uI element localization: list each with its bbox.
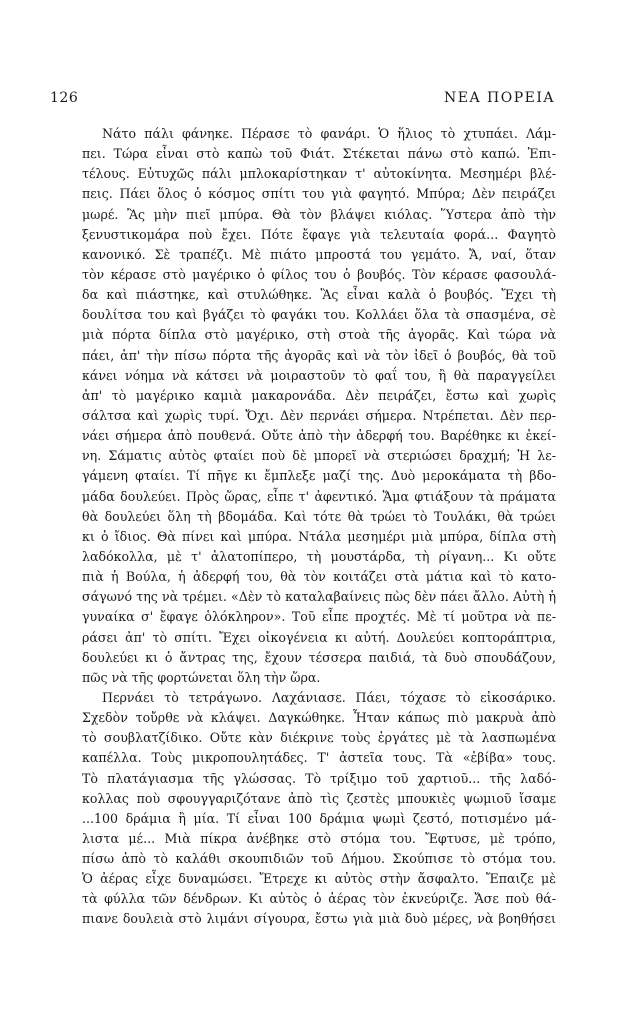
text-line: τὸν κέρασε στὸ μαγέρικο ὁ φίλος του ὁ βουβός. Τὸν κέρασε φασουλά- [82, 266, 556, 282]
text-line: μωρέ. Ἂς μὴν πιεῖ μπύρα. Θὰ τὸν βλάψει κιόλας. Ὕστερα ἀπὸ τὴν [82, 206, 556, 222]
text-line: γάμενη φταίει. Τί πῆγε κι ἔμπλεξε μαζί της. Δυὸ μεροκάματα τὴ βδο- [82, 468, 556, 484]
text-line: κολλας ποὺ σφουγγαριζότανε ἀπὸ τὶς ζεστὲς μπουκιὲς ψωμιοῦ ἴσαμε [82, 790, 556, 806]
text-line: πει. Τώρα εἶναι στὸ καπὼ τοῦ Φιάτ. Στέκεται πάνω στὸ καπώ. Ἐπι- [82, 146, 556, 162]
text-line: σάλτσα καὶ χωρὶς τυρί. Ὄχι. Δὲν περνάει σήμερα. Ντρέπεται. Δὲν περ- [82, 407, 556, 423]
text-line: ἀπ' τὸ μαγέρικο καμιὰ μακαρονάδα. Δὲν πειράζει, ἔστω καὶ χωρὶς [82, 387, 556, 403]
text-line: πεις. Πάει ὅλος ὁ κόσμος σπίτι του γιὰ φαγητό. Μπύρα; Δὲν πειράζει [82, 186, 556, 202]
text-line: Σχεδὸν τοὔρθε νὰ κλάψει. Δαγκώθηκε. Ἦταν κάπως πιὸ μακρυὰ ἀπὸ [82, 710, 556, 726]
text-line: μιὰ πόρτα δίπλα στὸ μαγέρικο, στὴ στοὰ τῆς ἀγορᾶς. Καὶ τώρα νὰ [82, 327, 556, 343]
body-text [82, 124, 556, 930]
text-line: δουλεύει κι ὁ ἄντρας της, ἔχουν τέσσερα παιδιά, τὰ δυὸ σπουδάζουν, [82, 649, 556, 665]
text-line: κανονικό. Σὲ τραπέζι. Μὲ πιάτο μπροστά του γεμάτο. Ἄ, ναί, ὅταν [82, 246, 556, 262]
text-line: δουλίτσα του καὶ βγάζει τὸ φαγάκι του. Κολλάει ὅλα τὰ σπασμένα, σὲ [82, 307, 556, 323]
text-line: ξενυστικομάρα ποὺ ἔχει. Πότε ἔφαγε γιὰ τελευταία φορά... Φαγητὸ [82, 226, 556, 242]
running-head: ΝΕΑ ΠΟΡΕΙΑ [444, 90, 555, 106]
text-line: ...100 δράμια ἢ μία. Τί εἶναι 100 δράμια ψωμὶ ζεστό, ποτισμένο μά- [82, 810, 556, 826]
text-line: πιανε δουλειὰ στὸ λιμάνι σίγουρα, ἔστω γιὰ μιὰ δυὸ μέρες, νὰ βοηθήσει [82, 911, 556, 927]
page-header [50, 90, 555, 110]
text-line: πιὰ ἡ Βούλα, ἡ ἀδερφή του, θὰ τὸν κοιτάζει στὰ μάτια καὶ τὸ κατο- [82, 569, 556, 585]
text-line: λαδόκολλα, μὲ τ' ἁλατοπίπερο, τὴ μουστάρδα, τὴ ρίγανη... Κι οὔτε [82, 548, 556, 564]
text-line: νάει σήμερα ἀπὸ πουθενά. Οὔτε ἀπὸ τὴν ἀδερφή του. Βαρέθηκε κι ἐκεί- [82, 428, 556, 444]
text-line: μάδα δουλεύει. Πρὸς ὥρας, εἶπε τ' ἀφεντικό. Ἅμα φτιάξουν τὰ πράματα [82, 488, 556, 504]
text-line: σάγωνό της νὰ τρέμει. «Δὲν τὸ καταλαβαίνεις πὼς δὲν πάει ἄλλο. Αὐτὴ ἡ [82, 589, 556, 605]
page-number: 126 [50, 90, 79, 106]
text-line: θὰ δουλεύει ὅλη τὴ βδομάδα. Καὶ τότε θὰ τρώει τὸ Τουλάκι, θὰ τρώει [82, 508, 556, 524]
text-line: ράσει ἀπ' τὸ σπίτι. Ἔχει οἰκογένεια κι αὐτή. Δουλεύει κοπτοράπτρια, [82, 629, 556, 645]
text-line: νη. Σάματις αὐτὸς φταίει ποὺ δὲ μπορεῖ νὰ στεριώσει δραχμή; Ἡ λε- [82, 448, 556, 464]
text-line: λιστα μέ... Μιὰ πίκρα ἀνέβηκε στὸ στόμα του. Ἔφτυσε, μὲ τρόπο, [82, 830, 556, 846]
text-line: κι ὁ ἴδιος. Θὰ πίνει καὶ μπύρα. Ντάλα μεσημέρι μιὰ μπύρα, δίπλα στὴ [82, 528, 556, 544]
text-line: Περνάει τὸ τετράγωνο. Λαχάνιασε. Πάει, τόχασε τὸ εἰκοσάρικο. [102, 689, 556, 705]
text-line: πῶς νὰ τῆς φορτώνεται ὅλη τὴν ὥρα. [82, 669, 321, 685]
text-line: Τὸ πλατάγιασμα τῆς γλώσσας. Τὸ τρίξιμο τοῦ χαρτιοῦ... τῆς λαδό- [82, 770, 556, 786]
text-line: κάνει νόημα νὰ κάτσει νὰ μοιραστοῦν τὸ φαΐ του, ἢ θὰ παραγγείλει [82, 367, 556, 383]
text-line: τὰ φύλλα τῶν δένδρων. Κι αὐτὸς ὁ ἀέρας τὸν ἐκνεύριζε. Ἄσε ποὺ θά- [82, 891, 556, 907]
text-line: δα καὶ πιάστηκε, καὶ στυλώθηκε. Ἂς εἶναι καλὰ ὁ βουβός. Ἔχει τὴ [82, 287, 556, 303]
text-line: καπέλλα. Τοὺς μικροπουλητάδες. Τ' ἀστεῖα τους. Τὰ «ἐβίβα» τους. [82, 750, 556, 766]
text-line: πίσω ἀπὸ τὸ καλάθι σκουπιδιῶν τοῦ Δήμου. Σκούπισε τὸ στόμα του. [82, 851, 556, 867]
text-line: τὸ σουβλατζίδικο. Οὔτε κὰν διέκρινε τοὺς ἐργάτες μὲ τὰ λασπωμένα [82, 730, 556, 746]
text-line: τέλους. Εὐτυχῶς πάλι μπλοκαρίστηκαν τ' αὐτοκίνητα. Μεσημέρι βλέ- [82, 166, 556, 182]
text-line: Ὁ ἀέρας εἶχε δυναμώσει. Ἔτρεχε κι αὐτὸς στὴν ἄσφαλτο. Ἔπαιζε μὲ [82, 871, 556, 887]
text-line: πάει, ἀπ' τὴν πίσω πόρτα τῆς ἀγορᾶς καὶ νὰ τὸν ἰδεῖ ὁ βουβός, θὰ τοῦ [82, 347, 556, 363]
text-line: γυναίκα σ' ἔφαγε ὁλόκληρον». Τοῦ εἶπε προχτές. Μὲ τί μοῦτρα νὰ πε- [82, 609, 556, 625]
text-line: Νάτο πάλι φάνηκε. Πέρασε τὸ φανάρι. Ὁ ἥλιος τὸ χτυπάει. Λάμ- [102, 126, 556, 141]
